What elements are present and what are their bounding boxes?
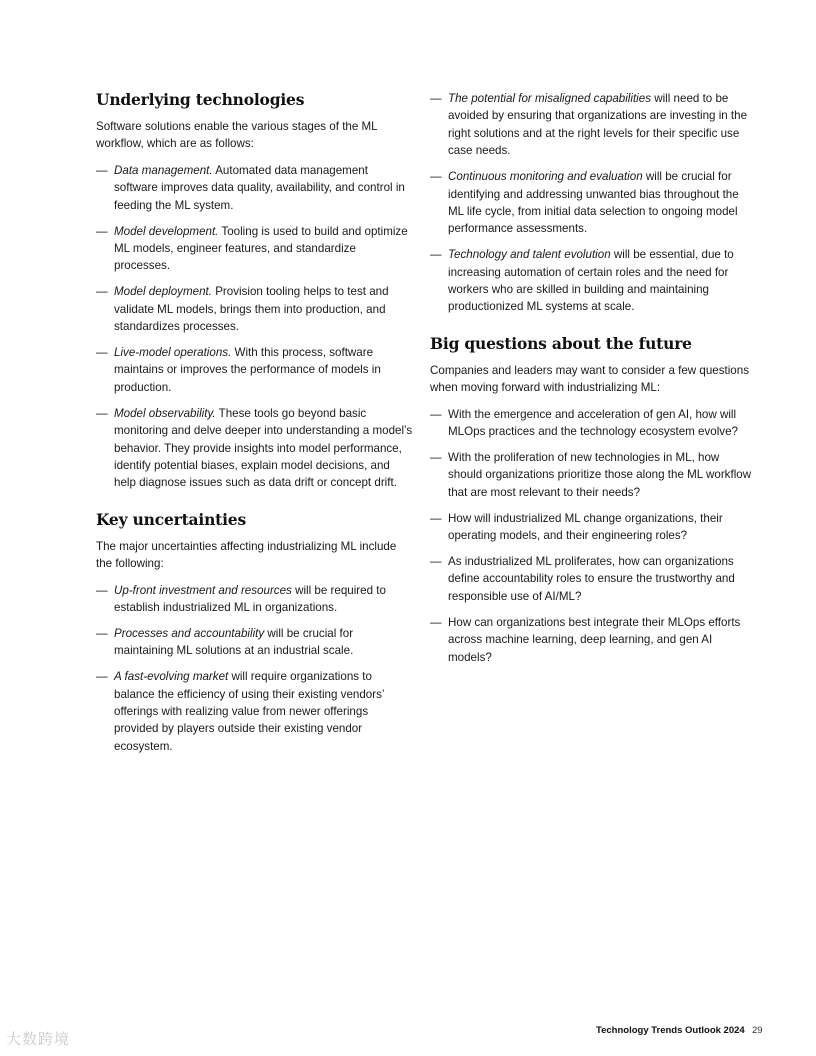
section-intro: Companies and leaders may want to consider a few questions when moving forward with industrializing ML: [430,363,750,395]
section-heading: Big questions about the future [430,333,692,353]
list-item: — As industrialized ML proliferates, how can organizations define accountability roles to ensure the trustworthy and responsible use of AI/ML? [430,555,735,603]
page-footer [0,1025,816,1041]
section-heading: Key uncertainties [96,509,246,529]
report-title: Technology Trends Outlook 2024 [596,1025,745,1036]
right-column [430,90,752,684]
bullet-list-continued [430,90,752,316]
list-item: — Model deployment. Provision tooling helps to test and validate ML models, brings them into production, and standardizes processes. [96,285,389,334]
section-intro: Software solutions enable the various stages of the ML workflow, which are as follows: [96,120,378,151]
list-item: — Model observability. These tools go beyond basic monitoring and delve deeper into understanding a model’s behavior. They provide insights into model performance, identify potential biases, explain model decisions, and help diagnose issues such as data drift or concept drift. [96,406,413,490]
bullet-list [96,582,414,756]
section-intro: The major uncertainties affecting industrializing ML include the following: [96,539,397,571]
list-item: — A fast-evolving market will require organizations to balance the efficiency of using their existing vendors’ offerings with realizing value from newer offerings provided by players outside their existing vendor ecosystem. [96,670,385,753]
bullet-list [430,406,752,666]
page-number: 29 [752,1025,763,1036]
list-item: — Up-front investment and resources will be required to establish industrialized ML in organizations. [96,583,386,614]
list-item: — How can organizations best integrate their MLOps efforts across machine learning, deep learning, and gen AI models? [430,615,741,664]
list-item: — With the emergence and acceleration of gen AI, how will MLOps practices and the technology ecosystem evolve? [430,407,738,439]
bullet-list [96,162,414,492]
list-item: — Technology and talent evolution will be essential, due to increasing automation of certain roles and the need for workers who are skilled in building and maintaining productionized ML systems at scale. [430,248,734,314]
list-item: — Continuous monitoring and evaluation will be crucial for identifying and addressing unwanted bias throughout the ML life cycle, from initial data selection to ongoing model performance assessments. [430,170,739,236]
list-item: — Data management. Automated data management software improves data quality, availability, and control in feeding the ML system. [96,163,405,212]
list-item: — The potential for misaligned capabilities will need to be avoided by ensuring that organizations are investing in the right solutions and at the right levels for their specific use case needs. [430,92,748,158]
list-item: — Live-model operations. With this process, software maintains or improves the performance of models in production. [96,345,381,394]
list-item: — How will industrialized ML change organizations, their operating models, and their engineering roles? [430,511,723,543]
key-uncertainties-section [96,510,414,755]
section-heading: Underlying technologies [96,90,305,109]
left-column [96,90,414,773]
watermark: 大数跨境 [6,1030,71,1048]
underlying-technologies-section [96,90,414,492]
big-questions-section [430,334,752,666]
list-item: — Processes and accountability will be crucial for maintaining ML solutions at an industrial scale. [96,626,354,658]
list-item: — With the proliferation of new technologies in ML, how should organizations prioritize those along the ML workflow that are most relevant to their needs? [430,451,752,499]
list-item: — Model development. Tooling is used to build and optimize ML models, engineer features, and standardize processes. [96,224,408,273]
